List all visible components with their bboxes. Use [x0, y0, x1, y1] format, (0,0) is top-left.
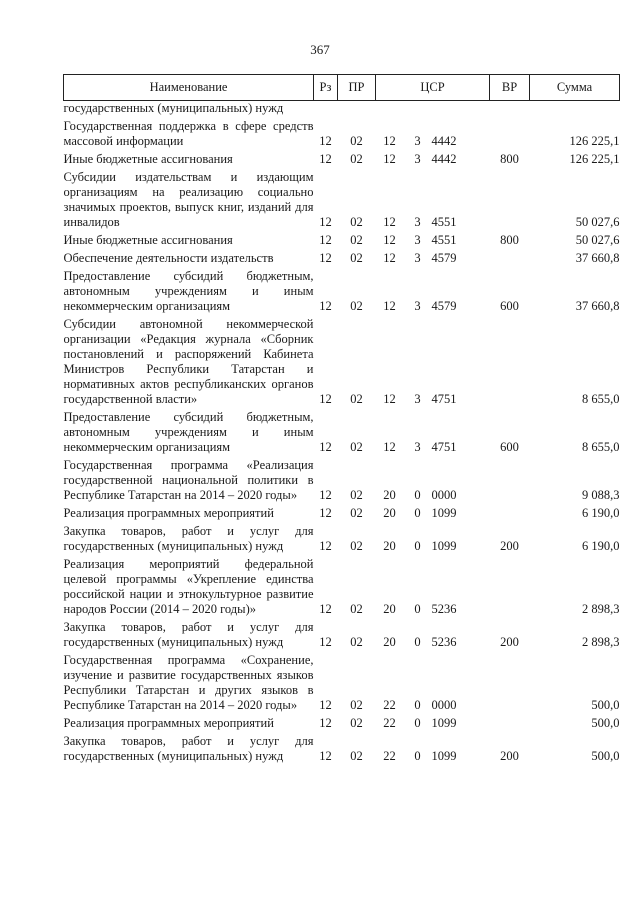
row-csr-subprogram: 0: [414, 602, 421, 616]
row-sum: 8 655,0: [582, 392, 620, 406]
row-csr-program: [376, 101, 404, 120]
row-csr-direction: 4442: [431, 152, 457, 166]
row-sum: 500,0: [591, 749, 620, 763]
table-row: [64, 524, 620, 557]
row-sum: 8 655,0: [582, 440, 620, 454]
table-row: [64, 506, 620, 524]
row-pr: 02: [350, 215, 363, 229]
row-csr-subprogram: [404, 101, 432, 120]
row-rz: 12: [319, 635, 332, 649]
row-name: Закупка товаров, работ и услуг для государственных (муниципальных) нужд: [63, 734, 314, 763]
row-sum: 126 225,1: [569, 152, 620, 166]
row-name: Реализация программных мероприятий: [63, 716, 274, 730]
row-rz: 12: [319, 716, 332, 730]
row-sum: 500,0: [591, 716, 620, 730]
row-csr-subprogram: 0: [414, 749, 421, 763]
table-row: [64, 557, 620, 620]
row-pr: 02: [350, 440, 363, 454]
row-csr-subprogram: 0: [414, 506, 421, 520]
row-rz: 12: [319, 539, 332, 553]
row-csr-program: 12: [383, 134, 396, 148]
row-sum: 50 027,6: [575, 215, 620, 229]
row-vr: [490, 170, 530, 233]
row-csr-direction: 4551: [431, 233, 457, 247]
row-rz: 12: [319, 440, 332, 454]
row-vr: 600: [500, 299, 519, 313]
row-csr-subprogram: 3: [414, 392, 421, 406]
page-number: 367: [310, 42, 330, 57]
row-name: Реализация программных мероприятий: [63, 506, 274, 520]
row-sum: 37 660,8: [575, 299, 620, 313]
row-csr-direction: 4551: [431, 215, 457, 229]
row-name: Реализация мероприятий федеральной целевой программы «Укрепление единства российской нации и этнокультурное развитие народов России (2014 – 2020 годы)»: [63, 557, 314, 616]
row-name: Иные бюджетные ассигнования: [63, 233, 233, 247]
row-rz: 12: [319, 233, 332, 247]
row-csr-subprogram: 3: [414, 215, 421, 229]
row-name: Обеспечение деятельности издательств: [63, 251, 274, 265]
row-name: Государственная программа «Сохранение, изучение и развитие государственных языков Республики Татарстан и других языков в Республике Татарстан на 2014 – 2020 годы»: [63, 653, 314, 712]
row-pr: 02: [350, 392, 363, 406]
row-pr: 02: [350, 251, 363, 265]
row-pr: 02: [350, 299, 363, 313]
budget-table: [63, 74, 620, 767]
row-sum: 2 898,3: [582, 602, 620, 616]
row-rz: 12: [319, 749, 332, 763]
row-vr: [490, 716, 530, 734]
row-csr-subprogram: 3: [414, 299, 421, 313]
row-csr-subprogram: 0: [414, 716, 421, 730]
table-row: [64, 716, 620, 734]
row-sum: 9 088,3: [582, 488, 620, 502]
row-csr-subprogram: 3: [414, 251, 421, 265]
row-vr: 800: [500, 233, 519, 247]
row-csr-direction: 5236: [431, 602, 457, 616]
row-vr: 800: [500, 152, 519, 166]
row-csr-direction: 0000: [431, 698, 457, 712]
row-csr-direction: 1099: [431, 749, 457, 763]
row-csr-program: 12: [383, 215, 396, 229]
row-csr-subprogram: 3: [414, 440, 421, 454]
row-csr-direction: [432, 101, 490, 120]
row-csr-direction: 4751: [431, 392, 457, 406]
row-csr-direction: 1099: [431, 506, 457, 520]
row-csr-program: 12: [383, 392, 396, 406]
row-pr: 02: [350, 488, 363, 502]
row-name: Государственная программа «Реализация государственной национальной политики в Республике Татарстан на 2014 – 2020 годы»: [63, 458, 314, 502]
row-name: Предоставление субсидий бюджетным, автономным учреждениям и иным некоммерческим организациям: [63, 410, 314, 454]
row-csr-program: 12: [383, 299, 396, 313]
row-csr-program: 12: [383, 233, 396, 247]
row-rz: 12: [319, 488, 332, 502]
row-csr-direction: 4442: [431, 134, 457, 148]
row-csr-direction: 4751: [431, 440, 457, 454]
row-pr: [338, 101, 376, 120]
row-name: Предоставление субсидий бюджетным, автономным учреждениям и иным некоммерческим организациям: [63, 269, 314, 313]
row-csr-program: 20: [383, 488, 396, 502]
row-rz: 12: [319, 215, 332, 229]
row-csr-program: 20: [383, 506, 396, 520]
row-name: Закупка товаров, работ и услуг для государственных (муниципальных) нужд: [63, 620, 314, 649]
row-rz: 12: [319, 602, 332, 616]
row-name: Субсидии издательствам и издающим организациям на реализацию социально значимых проектов, выпуск книг, изданий для инвалидов: [63, 170, 314, 229]
header-rz: Рз: [314, 75, 338, 101]
row-csr-program: 22: [383, 698, 396, 712]
row-vr: [490, 317, 530, 410]
row-vr: 200: [500, 539, 519, 553]
row-vr: 600: [500, 440, 519, 454]
row-pr: 02: [350, 152, 363, 166]
row-pr: 02: [350, 134, 363, 148]
table-row: [64, 269, 620, 317]
row-sum: 126 225,1: [569, 134, 620, 148]
header-name: Наименование: [64, 75, 314, 101]
table-row: [64, 119, 620, 152]
row-vr: [490, 101, 530, 120]
row-csr-program: 22: [383, 716, 396, 730]
row-pr: 02: [350, 233, 363, 247]
row-sum: 50 027,6: [575, 233, 620, 247]
row-vr: [490, 506, 530, 524]
table-row: [64, 653, 620, 716]
table-row: [64, 170, 620, 233]
row-csr-program: 12: [383, 251, 396, 265]
row-rz: 12: [319, 392, 332, 406]
row-csr-program: 20: [383, 539, 396, 553]
row-name: Государственная поддержка в сфере средств массовой информации: [63, 119, 314, 148]
header-pr: ПР: [338, 75, 376, 101]
header-vr: ВР: [490, 75, 530, 101]
row-vr: [490, 251, 530, 269]
row-name: государственных (муниципальных) нужд: [63, 101, 284, 115]
table-body: [64, 101, 620, 768]
table-row: [64, 152, 620, 170]
row-rz: 12: [319, 506, 332, 520]
row-csr-direction: 5236: [431, 635, 457, 649]
row-rz: [314, 101, 338, 120]
row-pr: 02: [350, 716, 363, 730]
row-pr: 02: [350, 506, 363, 520]
row-vr: [490, 653, 530, 716]
row-vr: [490, 557, 530, 620]
row-name: Иные бюджетные ассигнования: [63, 152, 233, 166]
row-csr-direction: 4579: [431, 299, 457, 313]
row-rz: 12: [319, 134, 332, 148]
table-row: [64, 251, 620, 269]
row-csr-program: 20: [383, 602, 396, 616]
row-vr: 200: [500, 635, 519, 649]
row-sum: 37 660,8: [575, 251, 620, 265]
row-csr-program: 12: [383, 440, 396, 454]
row-sum: 2 898,3: [582, 635, 620, 649]
table-row: [64, 410, 620, 458]
row-csr-direction: 1099: [431, 539, 457, 553]
row-csr-program: 20: [383, 635, 396, 649]
row-vr: 200: [500, 749, 519, 763]
table-row: [64, 734, 620, 767]
row-pr: 02: [350, 602, 363, 616]
row-sum: [530, 101, 620, 120]
header-sum: Сумма: [530, 75, 620, 101]
row-pr: 02: [350, 698, 363, 712]
row-csr-subprogram: 3: [414, 134, 421, 148]
row-pr: 02: [350, 749, 363, 763]
row-csr-subprogram: 0: [414, 488, 421, 502]
row-csr-direction: 4579: [431, 251, 457, 265]
row-vr: [490, 458, 530, 506]
row-csr-subprogram: 0: [414, 635, 421, 649]
row-csr-subprogram: 3: [414, 233, 421, 247]
table-row: [64, 620, 620, 653]
row-sum: 6 190,0: [582, 539, 620, 553]
row-csr-direction: 1099: [431, 716, 457, 730]
row-csr-direction: 0000: [431, 488, 457, 502]
row-rz: 12: [319, 698, 332, 712]
row-sum: 500,0: [591, 698, 620, 712]
table-row: [64, 317, 620, 410]
row-csr-subprogram: 3: [414, 152, 421, 166]
row-name: Закупка товаров, работ и услуг для государственных (муниципальных) нужд: [63, 524, 314, 553]
row-name: Субсидии автономной некоммерческой организации «Редакция журнала «Сборник постановлений и распоряжений Кабинета Министров Республики Татарстан и нормативных актов республиканских органов государственной власти»: [63, 317, 314, 406]
row-csr-program: 12: [383, 152, 396, 166]
row-rz: 12: [319, 251, 332, 265]
row-pr: 02: [350, 539, 363, 553]
row-vr: [490, 119, 530, 152]
row-sum: 6 190,0: [582, 506, 620, 520]
header-csr: ЦСР: [376, 75, 490, 101]
table-row: [64, 458, 620, 506]
table-row: [64, 101, 620, 120]
row-csr-subprogram: 0: [414, 698, 421, 712]
table-row: [64, 233, 620, 251]
row-rz: 12: [319, 152, 332, 166]
row-rz: 12: [319, 299, 332, 313]
table-header: [64, 75, 620, 101]
row-csr-subprogram: 0: [414, 539, 421, 553]
row-csr-program: 22: [383, 749, 396, 763]
row-pr: 02: [350, 635, 363, 649]
